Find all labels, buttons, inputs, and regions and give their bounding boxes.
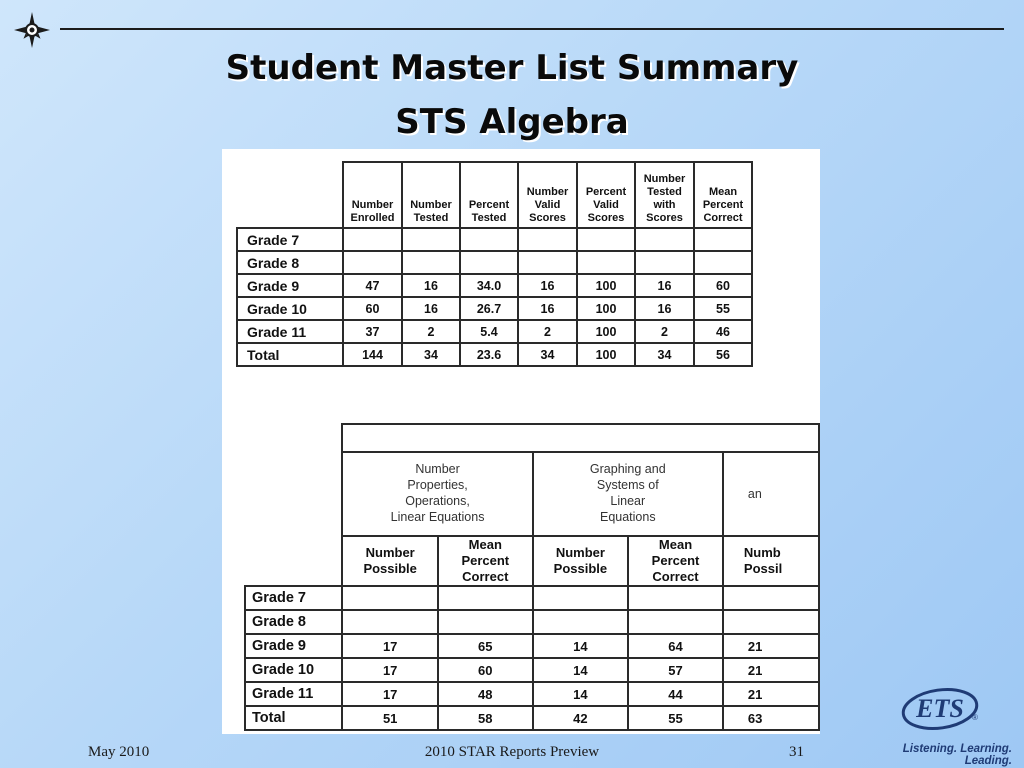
value-cell: 51 xyxy=(342,706,437,730)
value-cell xyxy=(635,228,694,251)
value-cell xyxy=(628,586,723,610)
page-number: 31 xyxy=(789,744,804,760)
ets-tagline: Listening. Learning. Leading. xyxy=(902,743,1012,767)
table-row xyxy=(237,297,752,320)
row-label: Grade 11 xyxy=(237,320,343,343)
value-cell: 57 xyxy=(628,658,723,682)
value-cell: 34 xyxy=(635,343,694,366)
value-cell: 14 xyxy=(533,634,628,658)
value-cell: 55 xyxy=(694,297,752,320)
row-label: Grade 7 xyxy=(237,228,343,251)
value-cell: 44 xyxy=(628,682,723,706)
cluster-corner-cell xyxy=(245,424,342,452)
table-row xyxy=(237,320,752,343)
row-label: Grade 10 xyxy=(237,297,343,320)
group-header: an xyxy=(723,452,819,536)
value-cell: 58 xyxy=(438,706,533,730)
cluster-top-cell xyxy=(342,424,819,452)
value-cell xyxy=(518,228,577,251)
header-cell: Number Enrolled xyxy=(343,162,402,228)
value-cell: 144 xyxy=(343,343,402,366)
value-cell xyxy=(402,251,460,274)
row-label: Grade 9 xyxy=(245,634,342,658)
value-cell: 23.6 xyxy=(460,343,518,366)
value-cell xyxy=(577,251,635,274)
value-cell: 60 xyxy=(343,297,402,320)
subheader-cell: Number Possible xyxy=(342,536,437,586)
value-cell: 17 xyxy=(342,658,437,682)
ets-logo xyxy=(898,684,984,734)
value-cell: 56 xyxy=(694,343,752,366)
table-row xyxy=(245,586,819,610)
value-cell xyxy=(438,610,533,634)
value-cell: 16 xyxy=(518,297,577,320)
row-label: Grade 11 xyxy=(245,682,342,706)
value-cell: 48 xyxy=(438,682,533,706)
value-cell xyxy=(343,228,402,251)
footer-title: 2010 STAR Reports Preview xyxy=(424,744,600,760)
value-cell xyxy=(460,228,518,251)
value-cell xyxy=(723,610,819,634)
value-cell: 34.0 xyxy=(460,274,518,297)
report-image xyxy=(222,149,820,734)
cluster-top-row xyxy=(245,424,819,452)
value-cell: 21 xyxy=(723,634,819,658)
cluster-group-row xyxy=(245,452,819,536)
header-cell: Percent Valid Scores xyxy=(577,162,635,228)
slide-title-line-2: STS Algebra xyxy=(395,102,629,142)
subheader-cell: Number Possible xyxy=(533,536,628,586)
value-cell xyxy=(518,251,577,274)
table-row xyxy=(237,251,752,274)
footer-date: May 2010 xyxy=(88,744,150,760)
table-row xyxy=(237,274,752,297)
value-cell: 42 xyxy=(533,706,628,730)
value-cell: 65 xyxy=(438,634,533,658)
value-cell: 63 xyxy=(723,706,819,730)
value-cell: 16 xyxy=(518,274,577,297)
header-cell: Number Valid Scores xyxy=(518,162,577,228)
group-header: Number Properties, Operations, Linear Equations xyxy=(342,452,532,536)
value-cell: 17 xyxy=(342,682,437,706)
header-cell: Percent Tested xyxy=(460,162,518,228)
value-cell: 16 xyxy=(402,274,460,297)
value-cell: 14 xyxy=(533,658,628,682)
value-cell xyxy=(694,251,752,274)
table-row xyxy=(245,634,819,658)
value-cell: 37 xyxy=(343,320,402,343)
value-cell xyxy=(723,586,819,610)
value-cell: 2 xyxy=(402,320,460,343)
value-cell xyxy=(460,251,518,274)
value-cell: 21 xyxy=(723,682,819,706)
value-cell xyxy=(635,251,694,274)
value-cell: 5.4 xyxy=(460,320,518,343)
value-cell: 21 xyxy=(723,658,819,682)
value-cell xyxy=(533,586,628,610)
table-row xyxy=(237,228,752,251)
value-cell: 100 xyxy=(577,320,635,343)
cluster-corner-cell xyxy=(245,536,342,586)
value-cell: 46 xyxy=(694,320,752,343)
header-cell: Number Tested with Scores xyxy=(635,162,694,228)
value-cell: 100 xyxy=(577,297,635,320)
row-label: Grade 9 xyxy=(237,274,343,297)
star-compass-icon xyxy=(12,10,52,50)
value-cell xyxy=(694,228,752,251)
value-cell xyxy=(402,228,460,251)
value-cell: 55 xyxy=(628,706,723,730)
value-cell: 16 xyxy=(402,297,460,320)
header-cell: Mean Percent Correct xyxy=(694,162,752,228)
value-cell xyxy=(438,586,533,610)
table-row xyxy=(245,658,819,682)
value-cell: 47 xyxy=(343,274,402,297)
value-cell xyxy=(628,610,723,634)
summary-header-row xyxy=(237,162,752,228)
value-cell: 16 xyxy=(635,297,694,320)
top-rule xyxy=(60,28,1004,30)
value-cell xyxy=(342,586,437,610)
cluster-subheader-row xyxy=(245,536,819,586)
registered-mark: ® xyxy=(972,713,978,722)
row-label: Grade 8 xyxy=(245,610,342,634)
table-row xyxy=(245,682,819,706)
value-cell: 60 xyxy=(438,658,533,682)
summary-table xyxy=(236,161,753,367)
value-cell: 14 xyxy=(533,682,628,706)
row-label: Total xyxy=(245,706,342,730)
value-cell: 2 xyxy=(518,320,577,343)
table-row xyxy=(245,610,819,634)
subheader-cell: Mean Percent Correct xyxy=(628,536,723,586)
group-header: Graphing and Systems of Linear Equations xyxy=(533,452,723,536)
cluster-corner-cell xyxy=(245,452,342,536)
value-cell: 100 xyxy=(577,343,635,366)
subheader-cell: Mean Percent Correct xyxy=(438,536,533,586)
reporting-cluster-table xyxy=(244,423,820,731)
value-cell: 34 xyxy=(518,343,577,366)
slide-title-line-1: Student Master List Summary xyxy=(225,48,799,88)
row-label: Grade 7 xyxy=(245,586,342,610)
value-cell xyxy=(342,610,437,634)
ets-logo-text: ETS xyxy=(916,694,964,723)
summary-corner-cell xyxy=(237,162,343,228)
value-cell: 2 xyxy=(635,320,694,343)
value-cell: 100 xyxy=(577,274,635,297)
value-cell xyxy=(343,251,402,274)
value-cell: 17 xyxy=(342,634,437,658)
value-cell: 34 xyxy=(402,343,460,366)
table-row xyxy=(245,706,819,730)
subheader-cell: Numb Possil xyxy=(723,536,819,586)
value-cell: 60 xyxy=(694,274,752,297)
value-cell: 64 xyxy=(628,634,723,658)
value-cell: 26.7 xyxy=(460,297,518,320)
row-label: Grade 8 xyxy=(237,251,343,274)
header-cell: Number Tested xyxy=(402,162,460,228)
row-label: Grade 10 xyxy=(245,658,342,682)
value-cell xyxy=(533,610,628,634)
value-cell: 16 xyxy=(635,274,694,297)
table-row xyxy=(237,343,752,366)
value-cell xyxy=(577,228,635,251)
row-label: Total xyxy=(237,343,343,366)
